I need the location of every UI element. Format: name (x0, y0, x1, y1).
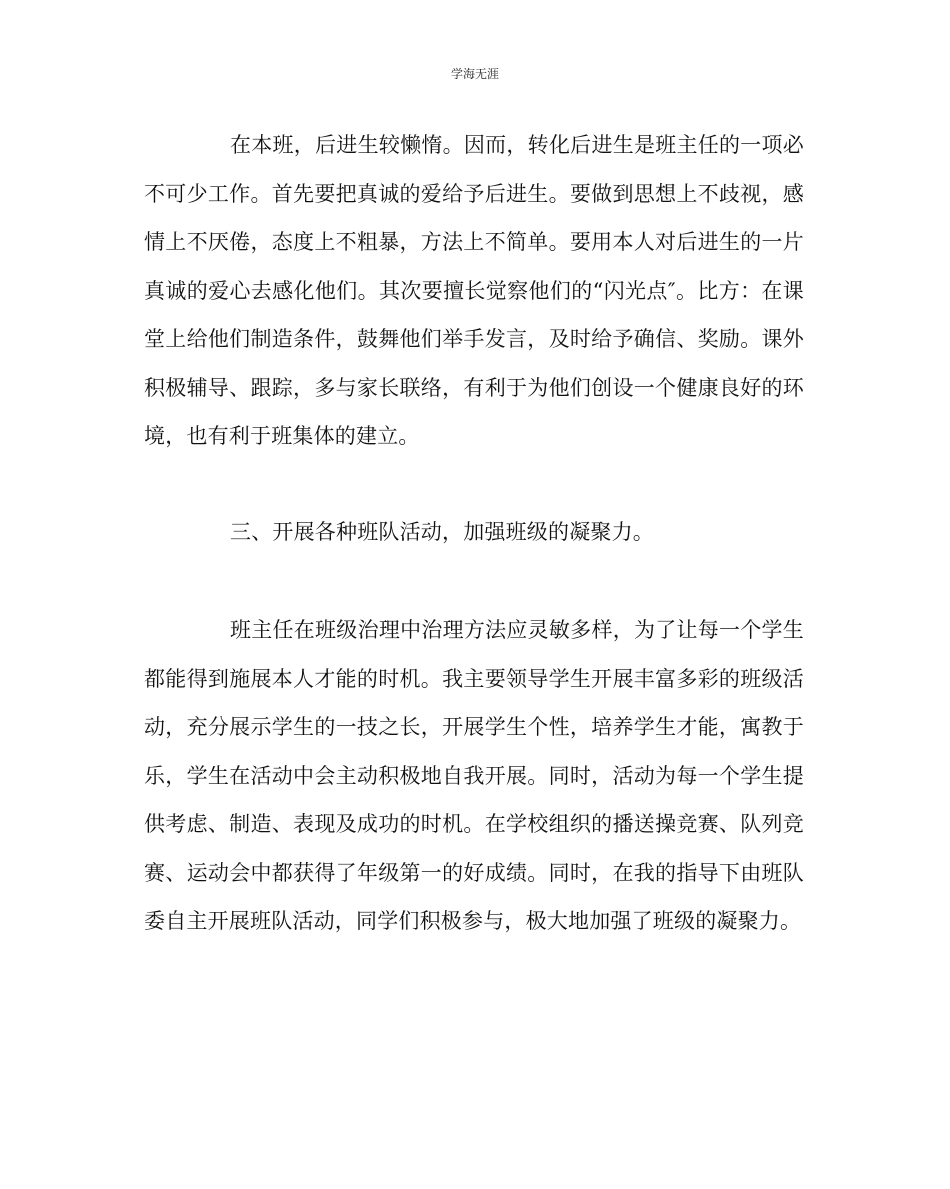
paragraph-underachievers: 在本班，后进生较懒惰。因而，转化后进生是班主任的一项必不可少工作。首先要把真诚的爱给予后进生。要做到思想上不歧视，感情上不厌倦，态度上不粗暴，方法上不简单。要用本人对后进生的一片真诚的爱心去感化他们。其次要擅长觉察他们的“闪光点″。比方：在课堂上给他们制造条件，鼓舞他们举手发言，及时给予确信、奖励。课外积极辅导、跟踪，多与家长联络，有利于为他们创设一个健康良好的环境，也有利于班集体的建立。 (144, 133, 804, 448)
section-heading-class-activities: 三、开展各种班队活动，加强班级的凝聚力。 (230, 520, 654, 544)
paragraph-class-activities: 班主任在班级治理中治理方法应灵敏多样，为了让每一个学生都能得到施展本人才能的时机。我主要领导学生开展丰富多彩的班级活动，充分展示学生的一技之长，开展学生个性，培养学生才能，寓教于乐，学生在活动中会主动积极地自我开展。同时，活动为每一个学生提供考虑、制造、表现及成功的时机。在学校组织的播送操竞赛、队列竞赛、运动会中都获得了年级第一的好成绩。同时，在我的指导下由班队委自主开展班队活动，同学们积极参与，极大地加强了班级的凝聚力。 (144, 618, 804, 933)
page-header: 学海无涯 (450, 67, 499, 81)
